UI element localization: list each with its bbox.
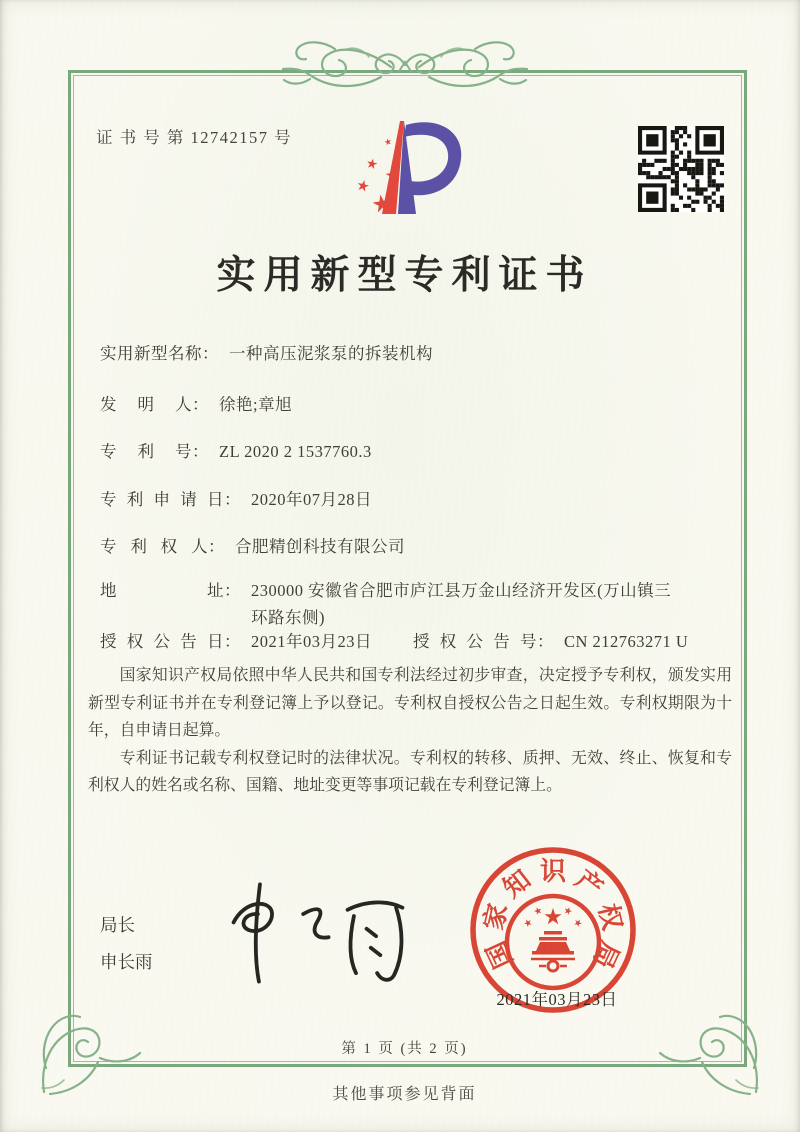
address-line-2: 环路东侧) [251,608,325,627]
svg-text:局: 局 [587,936,625,973]
field-label: 地址 [100,581,224,600]
field-grant-number [413,628,688,652]
field-patent-number [100,438,372,462]
field-colon: ： [224,490,241,509]
seal-date: 2021年03月23日 [496,990,618,1009]
legal-paragraph-2: 专利证书记载专利权登记时的法律状况。专利权的转移、质押、无效、终止、恢复和专利权人的姓名或名称、国籍、地址变更等事项记载在专利登记簿上。 [88,749,732,794]
svg-text:家: 家 [478,900,514,933]
logo-p-mark [382,121,461,214]
field-colon: ： [537,632,554,651]
signature-script [212,876,424,990]
page-number: 第 1 页 (共 2 页) [341,1041,468,1057]
field-label: 专利权人 [100,537,208,556]
field-label: 实用新型名称 [100,344,202,363]
svg-text:国: 国 [481,936,519,973]
svg-text:识: 识 [539,857,567,886]
field-label: 发明人 [100,395,192,414]
certificate-title: 实用新型专利证书 [216,254,593,297]
field-colon: ： [192,442,209,461]
field-value: ZL 2020 2 1537760.3 [219,442,372,461]
field-colon: ： [192,395,209,414]
commissioner-title: 局长 [100,915,135,935]
field-value: CN 212763271 U [564,632,689,651]
commissioner-name: 申长雨 [100,952,153,972]
field-value: 合肥精创科技有限公司 [235,537,405,556]
svg-text:知: 知 [497,864,537,904]
svg-text:产: 产 [569,864,609,904]
field-filing-date [100,486,372,510]
svg-text:权: 权 [592,900,628,933]
field-colon: ： [208,537,225,556]
field-grant-row [100,628,689,652]
field-label: 授权公告日 [100,632,224,651]
back-note: 其他事项参见背面 [332,1086,477,1103]
field-inventor [100,391,292,415]
field-value: 徐艳;章旭 [219,395,293,414]
field-colon: ： [224,632,241,651]
legal-paragraph-1: 国家知识产权局依照中华人民共和国专利法经过初步审查，决定授予专利权，颁发实用新型专利证书并在专利登记簿上予以登记。专利权自授权公告之日起生效。专利权期限为十年，自申请日起算。 [88,667,732,739]
field-label: 专利申请日 [100,490,224,509]
address-line-1: 230000 安徽省合肥市庐江县万金山经济开发区(万山镇三 [251,581,672,600]
qr-code [638,126,724,212]
certificate-number: 证 书 号 第 12742157 号 [96,128,293,147]
seal-national-emblem-icon [507,896,599,988]
field-label: 授权公告号 [413,632,537,651]
cnipa-logo-icon [336,116,466,218]
field-value: 2021年03月23日 [251,632,372,651]
field-address [100,577,671,631]
field-colon: ： [224,581,241,600]
legal-text [88,662,732,800]
field-patentee [100,533,405,557]
field-value: 2020年07月28日 [251,490,372,509]
field-label: 专利号 [100,442,192,461]
field-value: 一种高压泥浆泵的拆装机构 [229,344,433,363]
field-value [251,577,671,631]
field-utility-model-name [100,340,433,364]
field-colon: ： [202,344,219,363]
